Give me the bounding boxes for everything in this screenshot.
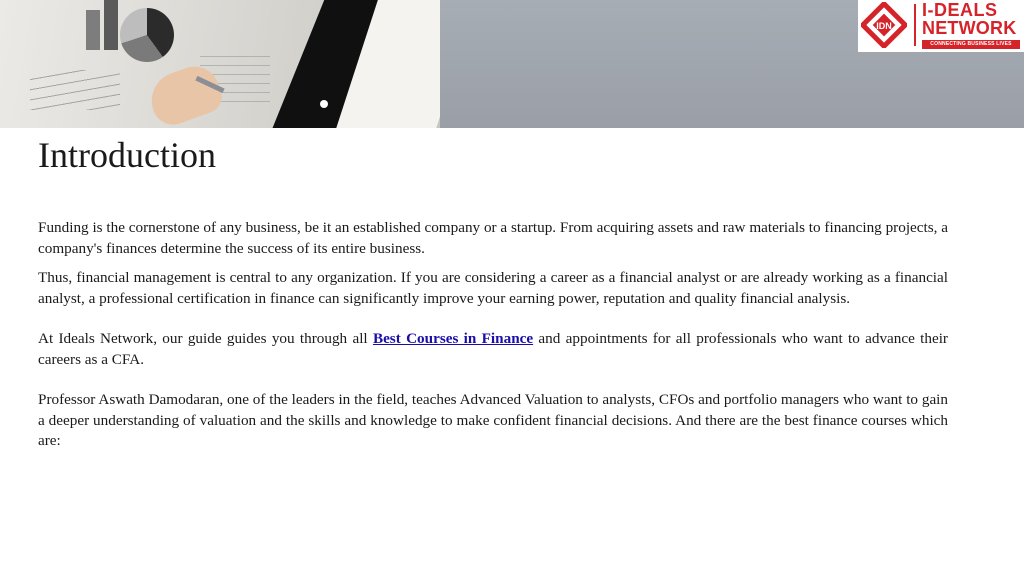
- brand-logo[interactable]: [858, 0, 1024, 52]
- header-banner: [0, 0, 1024, 128]
- svg-text:IDN: IDN: [876, 21, 892, 31]
- paragraph-financial-management: Thus, financial management is central to any organization. If you are considering a career as a financial analyst or are already working as a financial analyst, a professional certification in finance can significantly improve your earning power, reputation and quality financial analysis.: [38, 269, 948, 307]
- article-body: [38, 218, 948, 452]
- pie-chart-illustration: [120, 8, 174, 62]
- paragraph-damodaran: Professor Aswath Damodaran, one of the leaders in the field, teaches Advanced Valuation to analysts, CFOs and portfolio managers who want to gain a deeper understanding of valuation and the skills and knowledge to make confident financial decisions. And there are the best finance courses which are:: [38, 391, 948, 449]
- paragraph-ideals-network: At Ideals Network, our guide guides you through all Best Courses in Finance and appointments for all professionals who want to advance their careers as a CFA.: [38, 330, 948, 368]
- logo-tagline: CONNECTING BUSINESS LIVES: [922, 40, 1020, 49]
- page-title: Introduction: [38, 135, 216, 175]
- finance-documents-photo: [0, 0, 440, 128]
- paragraph-funding: Funding is the cornerstone of any business, be it an established company or a startup. From acquiring assets and raw materials to financing projects, a company's finances determine the success of its entire business.: [38, 219, 948, 257]
- handshake-logo-icon: [861, 2, 907, 48]
- logo-text-network: NETWORK: [922, 18, 1017, 38]
- logo-text-ideals: I-DEALS: [922, 0, 998, 20]
- best-courses-in-finance-link[interactable]: Best Courses in Finance: [372, 330, 534, 347]
